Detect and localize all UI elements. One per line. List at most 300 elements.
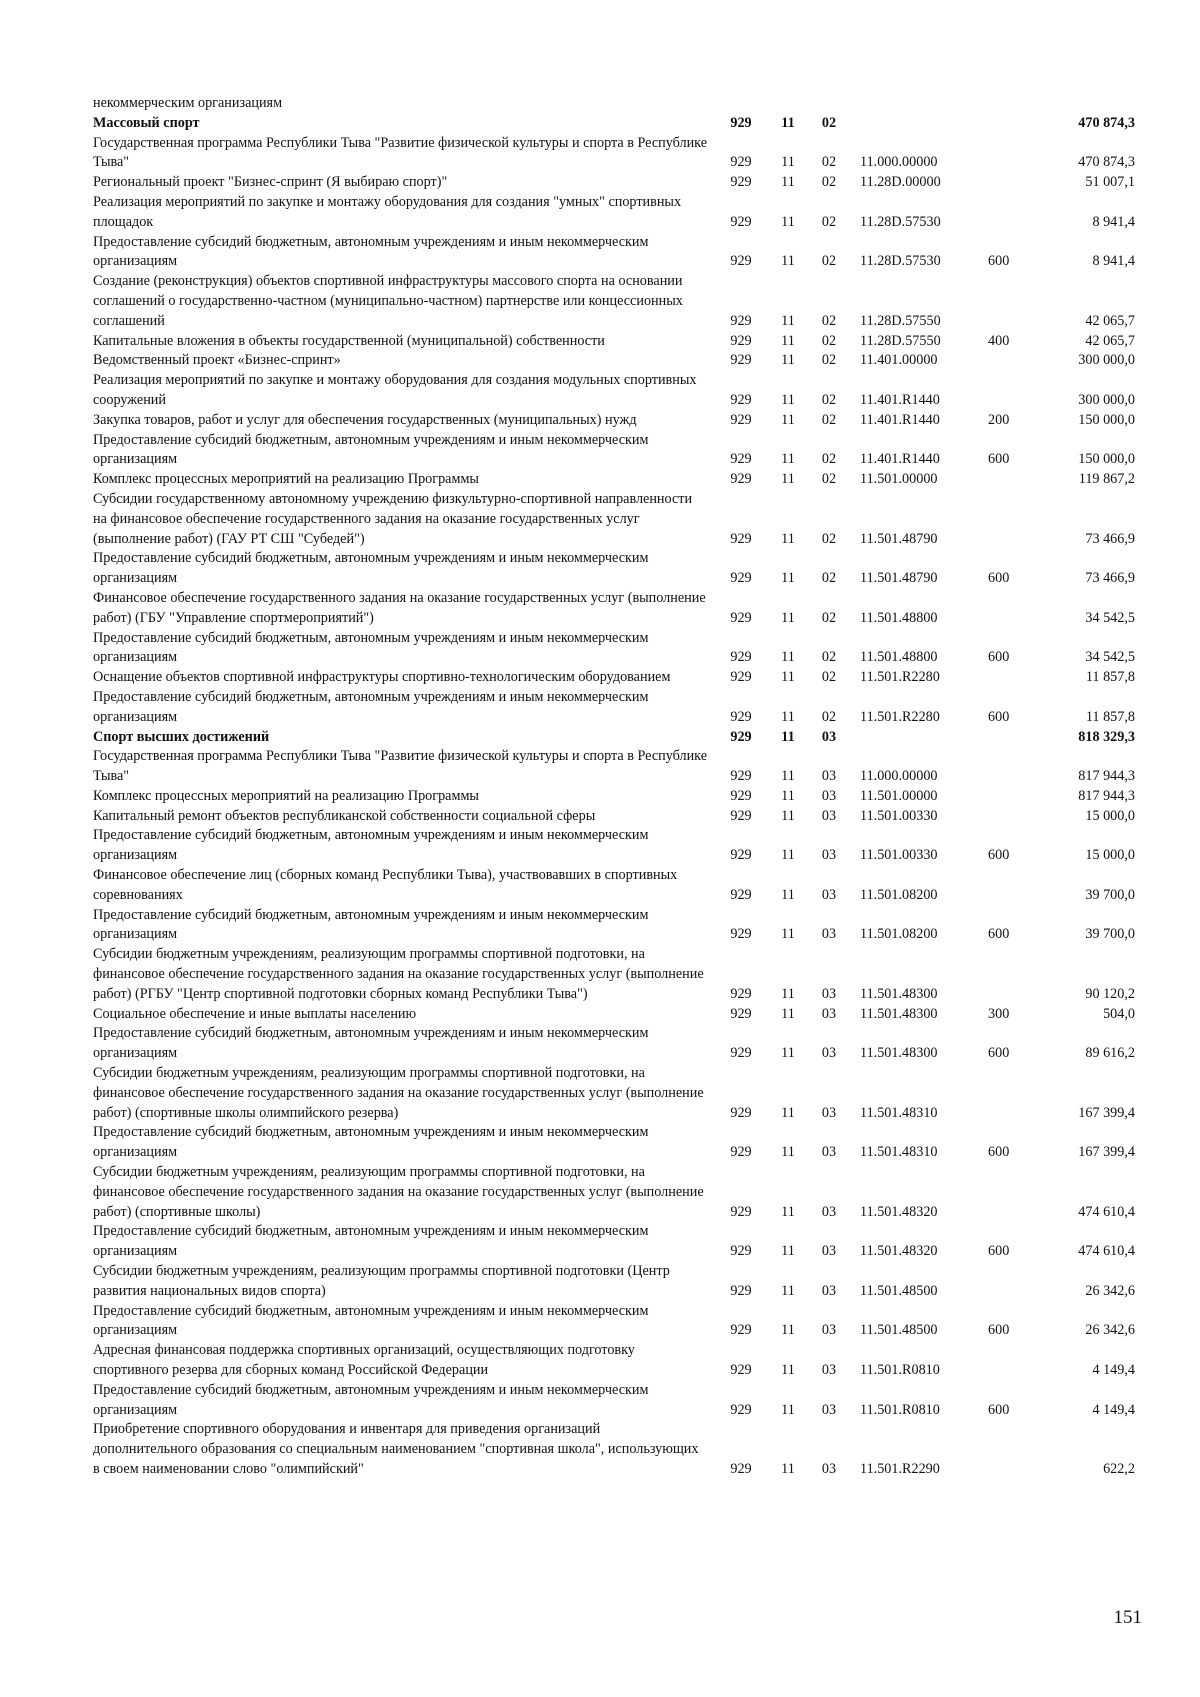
section-row <box>93 114 1137 134</box>
row-ministry-code: 929 <box>730 213 752 230</box>
row-subsection-code: 02 <box>821 669 837 686</box>
table-row <box>93 411 1137 431</box>
row-expense-type <box>988 1163 1028 1222</box>
row-section-code: 11 <box>781 471 795 488</box>
row-ministry-code: 929 <box>730 154 752 171</box>
row-target-article: 11.501.00330 <box>860 847 938 864</box>
row-amount: 300 000,0 <box>1078 352 1135 369</box>
row-expense-type <box>988 490 1028 549</box>
row-expense-type: 600 <box>988 708 1010 725</box>
row-target-article: 11.501.R0810 <box>860 1401 940 1418</box>
row-target-article: 11.501.48500 <box>860 1322 938 1339</box>
row-amount: 167 399,4 <box>1078 1144 1135 1161</box>
row-subsection-code: 03 <box>821 1203 837 1220</box>
row-amount: 470 874,3 <box>1078 114 1135 131</box>
row-subsection-code: 03 <box>821 1045 837 1062</box>
row-subsection-code: 02 <box>821 530 837 547</box>
row-amount: 15 000,0 <box>1085 847 1135 864</box>
row-subsection-code: 02 <box>821 352 837 369</box>
row-section-code: 11 <box>781 253 795 270</box>
row-target-article: 11.501.48790 <box>860 570 938 587</box>
row-section-code: 11 <box>781 1104 795 1121</box>
row-subsection-code: 03 <box>821 886 837 903</box>
row-subsection-code: 03 <box>821 807 837 824</box>
row-target-article: 11.501.48800 <box>860 609 938 626</box>
table-row <box>93 490 1137 549</box>
row-target-article: 11.501.08200 <box>860 886 938 903</box>
row-description: Государственная программа Республики Тыва "Развитие физической культуры и спорта в Республике Тыва" <box>93 748 707 785</box>
row-description: Предоставление субсидий бюджетным, автономным учреждениям и иным некоммерческим организациям <box>93 1302 649 1339</box>
row-expense-type <box>988 866 1028 906</box>
row-target-article: 11.501.48300 <box>860 985 938 1002</box>
row-expense-type <box>988 589 1028 629</box>
page-number: 151 <box>1113 1607 1142 1628</box>
row-description: Ведомственный проект «Бизнес-спринт» <box>93 352 341 369</box>
row-amount: 34 542,5 <box>1085 649 1135 666</box>
row-ministry-code: 929 <box>730 985 752 1002</box>
row-expense-type <box>988 193 1028 233</box>
row-description: Предоставление субсидий бюджетным, автономным учреждениям и иным некоммерческим организациям <box>93 233 649 270</box>
row-description: Финансовое обеспечение государственного задания на оказание государственных услуг (выполнение работ) (ГБУ "Управление спортмероприятий") <box>93 589 706 626</box>
row-subsection-code: 02 <box>821 114 837 131</box>
row-target-article: 11.401.R1440 <box>860 391 940 408</box>
row-description: Предоставление субсидий бюджетным, автономным учреждениям и иным некоммерческим организациям <box>93 1381 649 1418</box>
row-section-code: 11 <box>781 451 795 468</box>
row-ministry-code: 929 <box>730 1460 752 1477</box>
row-amount: 150 000,0 <box>1078 411 1135 428</box>
row-expense-type <box>988 1420 1028 1479</box>
row-section-code: 11 <box>781 213 795 230</box>
row-description: Предоставление субсидий бюджетным, автономным учреждениям и иным некоммерческим организациям <box>93 688 649 725</box>
row-ministry-code: 929 <box>730 847 752 864</box>
table-row <box>93 173 1137 193</box>
row-section-code <box>766 94 810 114</box>
row-section-code: 11 <box>781 708 795 725</box>
row-target-article: 11.501.00330 <box>860 807 938 824</box>
row-ministry-code: 929 <box>730 728 752 745</box>
row-target-article: 11.501.48800 <box>860 649 938 666</box>
table-row <box>93 747 1137 787</box>
row-target-article: 11.28D.57550 <box>860 312 941 329</box>
row-expense-type <box>988 351 1028 371</box>
row-section-code: 11 <box>781 391 795 408</box>
row-section-code: 11 <box>781 1203 795 1220</box>
row-target-article: 11.501.48300 <box>860 1005 938 1022</box>
row-subsection-code: 02 <box>821 411 837 428</box>
row-amount: 474 610,4 <box>1078 1243 1135 1260</box>
row-expense-type: 600 <box>988 253 1010 270</box>
row-target-article: 11.000.00000 <box>860 154 938 171</box>
row-expense-type <box>988 787 1028 807</box>
row-subsection-code: 03 <box>821 1144 837 1161</box>
row-section-code: 11 <box>781 1144 795 1161</box>
row-ministry-code: 929 <box>730 530 752 547</box>
row-section-code: 11 <box>781 1401 795 1418</box>
row-subsection-code: 03 <box>821 985 837 1002</box>
row-expense-type <box>988 272 1028 331</box>
row-ministry-code: 929 <box>730 253 752 270</box>
table-row <box>93 549 1137 589</box>
row-ministry-code: 929 <box>730 1045 752 1062</box>
row-section-code: 11 <box>781 1460 795 1477</box>
table-row <box>93 470 1137 490</box>
row-expense-type: 600 <box>988 926 1010 943</box>
row-target-article: 11.501.R2280 <box>860 708 940 725</box>
row-section-code: 11 <box>781 1005 795 1022</box>
row-ministry-code: 929 <box>730 411 752 428</box>
row-subsection-code: 03 <box>821 1460 837 1477</box>
row-subsection-code: 02 <box>821 471 837 488</box>
row-amount <box>1028 94 1137 114</box>
row-subsection-code: 03 <box>821 1243 837 1260</box>
row-expense-type <box>988 114 1028 134</box>
row-subsection-code: 02 <box>821 649 837 666</box>
row-description: Реализация мероприятий по закупке и монтажу оборудования для создания "умных" спортивных площадок <box>93 193 682 230</box>
row-target-article: 11.28D.00000 <box>860 174 941 191</box>
table-row <box>93 1420 1137 1479</box>
row-expense-type <box>988 470 1028 490</box>
row-description: Предоставление субсидий бюджетным, автономным учреждениям и иным некоммерческим организациям <box>93 629 649 666</box>
row-description: Массовый спорт <box>93 114 200 131</box>
row-ministry-code: 929 <box>730 1362 752 1378</box>
row-description: Социальное обеспечение и иные выплаты населению <box>93 1005 417 1022</box>
row-amount: 470 874,3 <box>1078 154 1135 171</box>
row-expense-type: 400 <box>988 332 1010 349</box>
table-row <box>93 807 1137 827</box>
row-description: Капитальный ремонт объектов республиканской собственности социальной сферы <box>93 807 596 824</box>
row-expense-type <box>988 747 1028 787</box>
table-row <box>93 787 1137 807</box>
table-row <box>93 94 1137 114</box>
row-description: Субсидии бюджетным учреждениям, реализующим программы спортивной подготовки (Центр развития национальных видов спорта) <box>93 1263 670 1299</box>
row-subsection-code: 03 <box>821 1362 837 1378</box>
row-ministry-code: 929 <box>730 471 752 488</box>
row-amount: 73 466,9 <box>1085 530 1135 547</box>
row-ministry-code: 929 <box>730 332 752 349</box>
row-expense-type: 200 <box>988 411 1010 428</box>
row-description: Предоставление субсидий бюджетным, автономным учреждениям и иным некоммерческим организациям <box>93 550 649 587</box>
row-expense-type <box>988 94 1028 114</box>
row-description: Комплекс процессных мероприятий на реализацию Программы <box>93 787 479 804</box>
row-description: Предоставление субсидий бюджетным, автономным учреждениям и иным некоммерческим организациям <box>93 1124 649 1161</box>
row-target-article: 11.501.48790 <box>860 530 938 547</box>
table-row <box>93 351 1137 371</box>
table-row <box>93 1163 1137 1222</box>
row-subsection-code: 03 <box>821 728 837 745</box>
row-description: Субсидии бюджетным учреждениям, реализующим программы спортивной подготовки, на финансовое обеспечение государственного задания на оказание государственных услуг (выполнение работ) (спортивные школы олимпийского резерва) <box>93 1065 704 1121</box>
row-target-article: 11.28D.57550 <box>860 332 941 349</box>
row-section-code: 11 <box>781 1362 795 1378</box>
table-row <box>93 1381 1137 1421</box>
row-subsection-code: 02 <box>821 451 837 468</box>
row-description: Предоставление субсидий бюджетным, автономным учреждениям и иным некоммерческим организациям <box>93 431 649 468</box>
row-amount: 42 065,7 <box>1085 312 1135 329</box>
row-expense-type: 600 <box>988 649 1010 666</box>
row-ministry-code: 929 <box>730 174 752 191</box>
row-expense-type <box>988 1064 1028 1123</box>
row-ministry-code: 929 <box>730 807 752 824</box>
row-amount: 504,0 <box>1103 1005 1135 1022</box>
row-amount: 26 342,6 <box>1085 1282 1135 1299</box>
row-description: Закупка товаров, работ и услуг для обеспечения государственных (муниципальных) нужд <box>93 411 637 428</box>
row-description: Приобретение спортивного оборудования и инвентаря для приведения организаций дополнительного образования со специальным наименованием "спортивная школа", использующих в своем наименовании слово "олимпийский" <box>93 1421 699 1477</box>
row-ministry-code: 929 <box>730 886 752 903</box>
row-target-article: 11.501.00000 <box>860 471 938 488</box>
row-section-code: 11 <box>781 114 795 131</box>
row-amount: 26 342,6 <box>1085 1322 1135 1339</box>
row-subsection-code: 03 <box>821 768 837 785</box>
row-description: Субсидии государственному автономному учреждению физкультурно-спортивной направленности на финансовое обеспечение государственного задания на оказание государственных услуг (выполнение работ) (ГАУ РТ СШ "Субедей") <box>93 490 693 547</box>
row-subsection-code: 02 <box>821 391 837 408</box>
row-amount: 39 700,0 <box>1085 886 1135 903</box>
row-subsection-code: 03 <box>821 1401 837 1418</box>
table-row <box>93 629 1137 669</box>
row-amount: 73 466,9 <box>1085 570 1135 587</box>
row-description: Оснащение объектов спортивной инфраструктуры спортивно-технологическим оборудованием <box>93 669 671 686</box>
row-subsection-code: 02 <box>821 332 837 349</box>
row-subsection-code: 03 <box>821 847 837 864</box>
row-description: Реализация мероприятий по закупке и монтажу оборудования для создания модульных спортивных сооружений <box>93 372 697 408</box>
row-subsection-code: 03 <box>821 1322 837 1339</box>
row-subsection-code: 02 <box>821 174 837 191</box>
row-expense-type: 600 <box>988 570 1010 587</box>
row-ministry-code: 929 <box>730 768 752 785</box>
table-row <box>93 1123 1137 1163</box>
row-subsection-code: 02 <box>821 570 837 587</box>
row-target-article <box>848 728 988 748</box>
row-ministry-code: 929 <box>730 451 752 468</box>
row-section-code: 11 <box>781 1282 795 1299</box>
row-description: Предоставление субсидий бюджетным, автономным учреждениям и иным некоммерческим организациям <box>93 1025 649 1062</box>
table-row <box>93 1262 1137 1302</box>
row-target-article: 11.501.48300 <box>860 1045 938 1062</box>
row-section-code: 11 <box>781 352 795 369</box>
row-amount: 818 329,3 <box>1078 728 1135 745</box>
row-description: Спорт высших достижений <box>93 728 270 745</box>
table-row <box>93 589 1137 629</box>
row-ministry-code: 929 <box>730 1104 752 1121</box>
row-expense-type: 600 <box>988 1401 1010 1418</box>
row-expense-type <box>988 134 1028 174</box>
row-amount: 167 399,4 <box>1078 1104 1135 1121</box>
table-row <box>93 826 1137 866</box>
row-description: Субсидии бюджетным учреждениям, реализующим программы спортивной подготовки, на финансовое обеспечение государственного задания на оказание государственных услуг (выполнение работ) (спортивные школы) <box>93 1164 704 1220</box>
row-ministry-code: 929 <box>730 1144 752 1161</box>
row-amount: 8 941,4 <box>1092 213 1135 230</box>
row-expense-type <box>988 173 1028 193</box>
row-section-code: 11 <box>781 985 795 1002</box>
row-section-code: 11 <box>781 926 795 943</box>
row-amount: 11 857,8 <box>1085 669 1135 686</box>
row-ministry-code: 929 <box>730 1203 752 1220</box>
row-description: Государственная программа Республики Тыва "Развитие физической культуры и спорта в Республике Тыва" <box>93 134 707 171</box>
row-expense-type <box>988 945 1028 1004</box>
row-amount: 300 000,0 <box>1078 391 1135 408</box>
row-expense-type <box>988 668 1028 688</box>
row-subsection-code: 02 <box>821 253 837 270</box>
table-row <box>93 906 1137 946</box>
row-target-article <box>848 114 988 134</box>
row-ministry-code: 929 <box>730 312 752 329</box>
row-target-article: 11.501.R2280 <box>860 669 940 686</box>
row-expense-type <box>988 728 1028 748</box>
row-ministry-code: 929 <box>730 1243 752 1260</box>
row-subsection-code: 03 <box>821 1282 837 1299</box>
row-ministry-code: 929 <box>730 114 752 131</box>
row-amount: 4 149,4 <box>1092 1401 1135 1418</box>
row-amount: 11 857,8 <box>1085 708 1135 725</box>
row-description: некоммерческим организациям <box>93 95 283 111</box>
row-description: Капитальные вложения в объекты государственной (муниципальной) собственности <box>93 332 605 349</box>
row-subsection-code: 03 <box>821 1104 837 1121</box>
row-amount: 817 944,3 <box>1078 787 1135 804</box>
row-amount: 34 542,5 <box>1085 609 1135 626</box>
table-row <box>93 1302 1137 1342</box>
row-amount: 474 610,4 <box>1078 1203 1135 1220</box>
row-section-code: 11 <box>781 787 795 804</box>
row-section-code: 11 <box>781 886 795 903</box>
section-row <box>93 728 1137 748</box>
row-expense-type: 600 <box>988 847 1010 864</box>
row-section-code: 11 <box>781 1045 795 1062</box>
row-amount: 119 867,2 <box>1078 471 1135 488</box>
row-ministry-code: 929 <box>730 1005 752 1022</box>
table-row <box>93 371 1137 411</box>
table-row <box>93 1005 1137 1025</box>
row-amount: 8 941,4 <box>1092 253 1135 270</box>
row-ministry-code: 929 <box>730 570 752 587</box>
row-subsection-code: 03 <box>821 1005 837 1022</box>
table-row <box>93 272 1137 331</box>
row-section-code: 11 <box>781 1243 795 1260</box>
row-subsection-code: 03 <box>821 926 837 943</box>
table-row <box>93 945 1137 1004</box>
table-row <box>93 688 1137 728</box>
row-subsection-code: 02 <box>821 312 837 329</box>
row-ministry-code: 929 <box>730 649 752 666</box>
row-target-article: 11.501.48310 <box>860 1144 938 1161</box>
row-expense-type: 600 <box>988 1243 1010 1260</box>
row-subsection-code: 03 <box>821 787 837 804</box>
table-row <box>93 1064 1137 1123</box>
row-amount: 4 149,4 <box>1092 1362 1135 1378</box>
row-subsection-code: 02 <box>821 609 837 626</box>
row-target-article: 11.000.00000 <box>860 768 938 785</box>
table-row <box>93 1222 1137 1262</box>
row-target-article: 11.501.48320 <box>860 1203 938 1220</box>
table-row <box>93 193 1137 233</box>
row-section-code: 11 <box>781 768 795 785</box>
row-expense-type: 600 <box>988 1045 1010 1062</box>
row-target-article: 11.501.48320 <box>860 1243 938 1260</box>
row-subsection-code: 02 <box>821 213 837 230</box>
row-subsection-code <box>810 94 848 114</box>
row-ministry-code: 929 <box>730 1282 752 1299</box>
row-ministry-code: 929 <box>730 787 752 804</box>
table-row <box>93 332 1137 352</box>
row-amount: 15 000,0 <box>1085 807 1135 824</box>
row-section-code: 11 <box>781 847 795 864</box>
table-row <box>93 668 1137 688</box>
row-description: Предоставление субсидий бюджетным, автономным учреждениям и иным некоммерческим организациям <box>93 827 649 864</box>
row-description: Комплекс процессных мероприятий на реализацию Программы <box>93 471 479 488</box>
row-target-article: 11.501.08200 <box>860 926 938 943</box>
row-section-code: 11 <box>781 669 795 686</box>
row-subsection-code: 02 <box>821 154 837 171</box>
row-section-code: 11 <box>781 728 795 745</box>
row-section-code: 11 <box>781 411 795 428</box>
row-description: Субсидии бюджетным учреждениям, реализующим программы спортивной подготовки, на финансовое обеспечение государственного задания на оказание государственных услуг (выполнение работ) (РГБУ "Центр спортивной подготовки сборных команд Республики Тыва") <box>93 946 704 1002</box>
row-target-article: 11.501.48500 <box>860 1282 938 1299</box>
row-expense-type: 600 <box>988 1144 1010 1161</box>
row-ministry-code: 929 <box>730 1322 752 1339</box>
row-ministry-code: 929 <box>730 352 752 369</box>
row-section-code: 11 <box>781 154 795 171</box>
row-section-code: 11 <box>781 570 795 587</box>
row-expense-type <box>988 807 1028 827</box>
row-expense-type <box>988 1341 1028 1381</box>
row-expense-type: 600 <box>988 451 1010 468</box>
row-expense-type: 600 <box>988 1322 1010 1339</box>
row-section-code: 11 <box>781 312 795 329</box>
row-ministry-code: 929 <box>730 708 752 725</box>
row-subsection-code: 02 <box>821 708 837 725</box>
row-section-code: 11 <box>781 807 795 824</box>
row-target-article: 11.501.R0810 <box>860 1362 940 1378</box>
row-amount: 90 120,2 <box>1085 985 1135 1002</box>
row-amount: 51 007,1 <box>1085 174 1135 191</box>
table-row <box>93 1024 1137 1064</box>
row-amount: 817 944,3 <box>1078 768 1135 785</box>
row-target-article: 11.501.48310 <box>860 1104 938 1121</box>
row-target-article: 11.28D.57530 <box>860 253 941 270</box>
row-ministry-code <box>716 94 766 114</box>
table-row <box>93 866 1137 906</box>
budget-table-body <box>93 94 1137 1480</box>
row-ministry-code: 929 <box>730 669 752 686</box>
table-row <box>93 1341 1137 1381</box>
row-amount: 89 616,2 <box>1085 1045 1135 1062</box>
row-section-code: 11 <box>781 1322 795 1339</box>
row-expense-type <box>988 1262 1028 1302</box>
row-target-article: 11.401.R1440 <box>860 411 940 428</box>
row-description: Адресная финансовая поддержка спортивных организаций, осуществляющих подготовку спортивного резерва для сборных команд Российской Федерации <box>93 1342 635 1378</box>
row-section-code: 11 <box>781 649 795 666</box>
row-section-code: 11 <box>781 174 795 191</box>
row-amount: 150 000,0 <box>1078 451 1135 468</box>
row-description: Региональный проект "Бизнес-спринт (Я выбираю спорт)" <box>93 174 448 191</box>
row-section-code: 11 <box>781 332 795 349</box>
row-ministry-code: 929 <box>730 609 752 626</box>
row-target-article: 11.501.R2290 <box>860 1460 940 1477</box>
row-amount: 39 700,0 <box>1085 926 1135 943</box>
row-target-article: 11.401.00000 <box>860 352 938 369</box>
row-description: Предоставление субсидий бюджетным, автономным учреждениям и иным некоммерческим организациям <box>93 906 649 943</box>
row-amount: 622,2 <box>1103 1460 1135 1477</box>
row-expense-type: 300 <box>988 1005 1010 1022</box>
table-row <box>93 233 1137 273</box>
row-description: Создание (реконструкция) объектов спортивной инфраструктуры массового спорта на основании соглашений о государственно-частном (муниципально-частном) партнерстве или концессионных соглашений <box>93 273 683 329</box>
row-expense-type <box>988 371 1028 411</box>
row-ministry-code: 929 <box>730 1401 752 1418</box>
row-target-article: 11.401.R1440 <box>860 451 940 468</box>
budget-table <box>93 94 1137 1480</box>
row-target-article: 11.501.00000 <box>860 787 938 804</box>
row-ministry-code: 929 <box>730 926 752 943</box>
table-row <box>93 431 1137 471</box>
table-row <box>93 134 1137 174</box>
row-ministry-code: 929 <box>730 391 752 408</box>
